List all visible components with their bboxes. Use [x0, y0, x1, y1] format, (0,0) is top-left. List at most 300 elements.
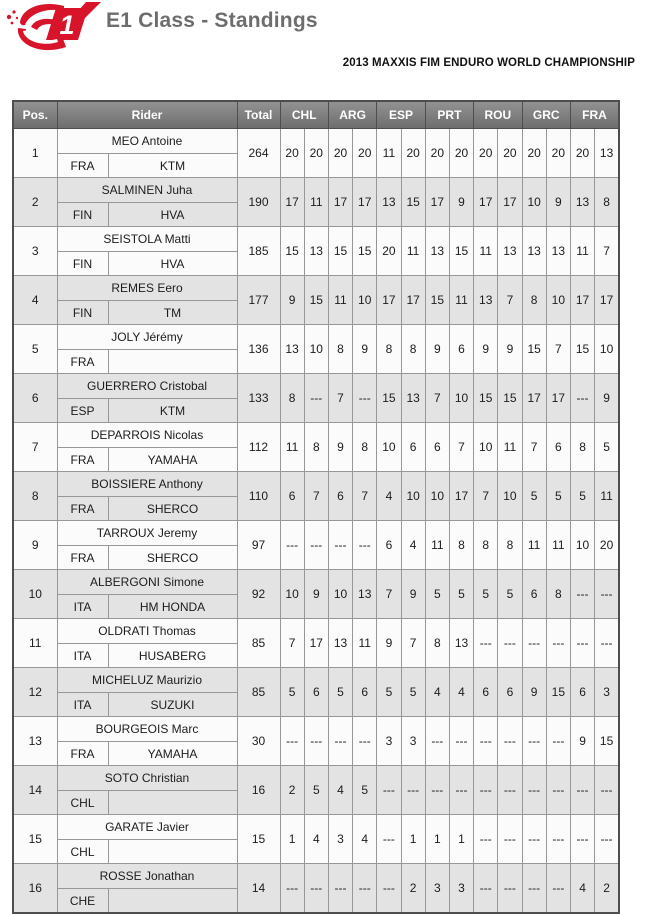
race-score-cell: 7 [449, 423, 473, 472]
race-score-cell: 9 [474, 325, 498, 374]
race-score-cell: 15 [570, 325, 594, 374]
race-score-cell: 20 [280, 129, 304, 178]
race-score-cell: 10 [401, 472, 425, 521]
race-score-cell: 17 [498, 178, 522, 227]
position-cell: 15 [13, 815, 57, 864]
race-score-cell: 7 [377, 570, 401, 619]
rider-row [13, 766, 619, 791]
race-score-cell: 10 [522, 178, 546, 227]
race-score-cell: 15 [474, 374, 498, 423]
race-score-cell: --- [280, 864, 304, 914]
rider-nation-cell: FIN [57, 301, 108, 325]
race-score-cell: --- [522, 766, 546, 815]
rider-team-cell: SHERCO [108, 497, 237, 521]
race-score-cell: 10 [570, 521, 594, 570]
race-score-cell: 3 [401, 717, 425, 766]
race-score-cell: 17 [401, 276, 425, 325]
race-score-cell: 4 [570, 864, 594, 914]
rider-nation-cell: CHE [57, 889, 108, 914]
race-score-cell: 11 [546, 521, 570, 570]
race-score-cell: 4 [425, 668, 449, 717]
race-score-cell: 7 [474, 472, 498, 521]
race-score-cell: 10 [474, 423, 498, 472]
race-score-cell: --- [522, 717, 546, 766]
race-score-cell: 13 [377, 178, 401, 227]
race-score-cell: 4 [377, 472, 401, 521]
race-score-cell: 5 [449, 570, 473, 619]
race-score-cell: 15 [425, 276, 449, 325]
race-score-cell: 17 [449, 472, 473, 521]
position-cell: 1 [13, 129, 57, 178]
total-points-cell: 112 [237, 423, 280, 472]
position-cell: 2 [13, 178, 57, 227]
race-score-cell: 8 [353, 423, 377, 472]
col-header-round-arg: ARG [328, 101, 376, 129]
race-score-cell: 10 [425, 472, 449, 521]
total-points-cell: 97 [237, 521, 280, 570]
race-score-cell: 4 [449, 668, 473, 717]
race-score-cell: 6 [328, 472, 352, 521]
total-points-cell: 177 [237, 276, 280, 325]
rider-team-cell [108, 889, 237, 914]
race-score-cell: 5 [474, 570, 498, 619]
race-score-cell: 20 [377, 227, 401, 276]
col-header-pos: Pos. [13, 101, 57, 129]
race-score-cell: 17 [280, 178, 304, 227]
race-score-cell: 5 [425, 570, 449, 619]
rider-name-cell: ROSSE Jonathan [57, 864, 237, 889]
race-score-cell: --- [353, 374, 377, 423]
position-cell: 9 [13, 521, 57, 570]
rider-nation-cell: FIN [57, 203, 108, 227]
race-score-cell: 10 [595, 325, 619, 374]
race-score-cell: 9 [280, 276, 304, 325]
race-score-cell: --- [570, 374, 594, 423]
col-header-round-chl: CHL [280, 101, 328, 129]
total-points-cell: 264 [237, 129, 280, 178]
race-score-cell: 9 [449, 178, 473, 227]
race-score-cell: 9 [304, 570, 328, 619]
race-score-cell: 15 [401, 178, 425, 227]
race-score-cell: 5 [401, 668, 425, 717]
rider-name-cell: MEO Antoine [57, 129, 237, 154]
race-score-cell: --- [377, 815, 401, 864]
race-score-cell: 3 [595, 668, 619, 717]
race-score-cell: 8 [546, 570, 570, 619]
rider-name-cell: DEPARROIS Nicolas [57, 423, 237, 448]
race-score-cell: 6 [280, 472, 304, 521]
race-score-cell: 13 [353, 570, 377, 619]
race-score-cell: 15 [522, 325, 546, 374]
race-score-cell: 17 [474, 178, 498, 227]
race-score-cell: 1 [449, 815, 473, 864]
total-points-cell: 85 [237, 668, 280, 717]
race-score-cell: --- [377, 766, 401, 815]
race-score-cell: --- [595, 619, 619, 668]
rider-name-cell: GARATE Javier [57, 815, 237, 840]
race-score-cell: 17 [425, 178, 449, 227]
position-cell: 13 [13, 717, 57, 766]
race-score-cell: 13 [546, 227, 570, 276]
race-score-cell: --- [595, 766, 619, 815]
race-score-cell: 13 [328, 619, 352, 668]
total-points-cell: 92 [237, 570, 280, 619]
race-score-cell: 4 [304, 815, 328, 864]
race-score-cell: 10 [304, 325, 328, 374]
race-score-cell: 20 [328, 129, 352, 178]
rider-nation-cell: FRA [57, 350, 108, 374]
race-score-cell: 7 [328, 374, 352, 423]
race-score-cell: 9 [546, 178, 570, 227]
race-score-cell: 13 [498, 227, 522, 276]
race-score-cell: 4 [328, 766, 352, 815]
rider-row [13, 619, 619, 644]
race-score-cell: --- [328, 864, 352, 914]
race-score-cell: 10 [280, 570, 304, 619]
race-score-cell: --- [474, 619, 498, 668]
total-points-cell: 16 [237, 766, 280, 815]
race-score-cell: --- [401, 766, 425, 815]
race-score-cell: 7 [353, 472, 377, 521]
rider-row [13, 521, 619, 546]
race-score-cell: 17 [304, 619, 328, 668]
rider-name-cell: SOTO Christian [57, 766, 237, 791]
race-score-cell: 8 [304, 423, 328, 472]
race-score-cell: 8 [570, 423, 594, 472]
race-score-cell: --- [304, 717, 328, 766]
race-score-cell: --- [522, 619, 546, 668]
race-score-cell: 7 [498, 276, 522, 325]
race-score-cell: 9 [328, 423, 352, 472]
race-score-cell: --- [570, 570, 594, 619]
rider-nation-cell: FRA [57, 448, 108, 472]
rider-name-cell: TARROUX Jeremy [57, 521, 237, 546]
race-score-cell: 17 [377, 276, 401, 325]
race-score-cell: 6 [353, 668, 377, 717]
race-score-cell: 9 [353, 325, 377, 374]
race-score-cell: 8 [498, 521, 522, 570]
rider-row [13, 815, 619, 840]
race-score-cell: 20 [570, 129, 594, 178]
race-score-cell: --- [546, 717, 570, 766]
col-header-rider: Rider [57, 101, 237, 129]
total-points-cell: 185 [237, 227, 280, 276]
race-score-cell: 8 [595, 178, 619, 227]
position-cell: 10 [13, 570, 57, 619]
rider-row [13, 864, 619, 889]
race-score-cell: --- [353, 717, 377, 766]
race-score-cell: 11 [498, 423, 522, 472]
race-score-cell: 13 [570, 178, 594, 227]
race-score-cell: 11 [595, 472, 619, 521]
rider-row [13, 570, 619, 595]
race-score-cell: --- [328, 717, 352, 766]
race-score-cell: 15 [595, 717, 619, 766]
header-row [13, 101, 619, 129]
race-score-cell: 3 [449, 864, 473, 914]
rider-team-cell: SUZUKI [108, 693, 237, 717]
position-cell: 16 [13, 864, 57, 914]
race-score-cell: --- [280, 717, 304, 766]
rider-nation-cell: CHL [57, 791, 108, 815]
race-score-cell: 6 [425, 423, 449, 472]
col-header-total: Total [237, 101, 280, 129]
race-score-cell: 17 [570, 276, 594, 325]
race-score-cell: 8 [280, 374, 304, 423]
race-score-cell: 7 [425, 374, 449, 423]
race-score-cell: 11 [474, 227, 498, 276]
race-score-cell: 9 [377, 619, 401, 668]
rider-name-cell: SEISTOLA Matti [57, 227, 237, 252]
race-score-cell: 20 [498, 129, 522, 178]
rider-team-cell: YAMAHA [108, 742, 237, 766]
race-score-cell: 20 [304, 129, 328, 178]
race-score-cell: 11 [304, 178, 328, 227]
rider-name-cell: JOLY Jérémy [57, 325, 237, 350]
race-score-cell: 13 [304, 227, 328, 276]
rider-nation-cell: ESP [57, 399, 108, 423]
race-score-cell: 3 [425, 864, 449, 914]
race-score-cell: 11 [328, 276, 352, 325]
col-header-round-grc: GRC [522, 101, 570, 129]
race-score-cell: --- [280, 521, 304, 570]
race-score-cell: 8 [328, 325, 352, 374]
race-score-cell: 20 [401, 129, 425, 178]
race-score-cell: 10 [546, 276, 570, 325]
race-score-cell: 11 [425, 521, 449, 570]
race-score-cell: 15 [498, 374, 522, 423]
rider-nation-cell: ITA [57, 595, 108, 619]
position-cell: 7 [13, 423, 57, 472]
race-score-cell: 13 [474, 276, 498, 325]
race-score-cell: 11 [449, 276, 473, 325]
race-score-cell: --- [474, 864, 498, 914]
race-score-cell: --- [425, 766, 449, 815]
race-score-cell: 5 [498, 570, 522, 619]
rider-row [13, 668, 619, 693]
race-score-cell: 3 [328, 815, 352, 864]
race-score-cell: 5 [280, 668, 304, 717]
race-score-cell: --- [546, 619, 570, 668]
rider-team-cell: HM HONDA [108, 595, 237, 619]
race-score-cell: 5 [546, 472, 570, 521]
race-score-cell: --- [546, 766, 570, 815]
race-score-cell: 7 [401, 619, 425, 668]
rider-team-cell [108, 791, 237, 815]
race-score-cell: 4 [401, 521, 425, 570]
race-score-cell: 5 [377, 668, 401, 717]
race-score-cell: --- [449, 766, 473, 815]
race-score-cell: 2 [401, 864, 425, 914]
race-score-cell: 5 [522, 472, 546, 521]
rider-name-cell: REMES Eero [57, 276, 237, 301]
rider-team-cell [108, 840, 237, 864]
race-score-cell: 2 [595, 864, 619, 914]
rider-name-cell: GUERRERO Cristobal [57, 374, 237, 399]
race-score-cell: 6 [498, 668, 522, 717]
race-score-cell: 10 [353, 276, 377, 325]
race-score-cell: 20 [546, 129, 570, 178]
race-score-cell: 17 [546, 374, 570, 423]
race-score-cell: --- [377, 864, 401, 914]
race-score-cell: 20 [449, 129, 473, 178]
race-score-cell: 8 [401, 325, 425, 374]
race-score-cell: 20 [353, 129, 377, 178]
race-score-cell: --- [498, 766, 522, 815]
race-score-cell: 11 [353, 619, 377, 668]
rider-name-cell: ALBERGONI Simone [57, 570, 237, 595]
col-header-round-esp: ESP [377, 101, 425, 129]
col-header-round-rou: ROU [474, 101, 522, 129]
race-score-cell: --- [498, 619, 522, 668]
race-score-cell: 11 [280, 423, 304, 472]
race-score-cell: 6 [570, 668, 594, 717]
race-score-cell: 3 [377, 717, 401, 766]
race-score-cell: --- [353, 521, 377, 570]
race-score-cell: --- [304, 374, 328, 423]
rider-nation-cell: FIN [57, 252, 108, 276]
page-title: E1 Class - Standings [106, 9, 318, 32]
rider-team-cell: YAMAHA [108, 448, 237, 472]
race-score-cell: 8 [522, 276, 546, 325]
rider-team-cell [108, 350, 237, 374]
race-score-cell: --- [498, 864, 522, 914]
race-score-cell: 9 [498, 325, 522, 374]
rider-row [13, 325, 619, 350]
total-points-cell: 30 [237, 717, 280, 766]
rider-nation-cell: CHL [57, 840, 108, 864]
race-score-cell: 11 [570, 227, 594, 276]
race-score-cell: 6 [377, 521, 401, 570]
rider-name-cell: MICHELUZ Maurizio [57, 668, 237, 693]
race-score-cell: 17 [353, 178, 377, 227]
rider-nation-cell: FRA [57, 742, 108, 766]
race-score-cell: 17 [595, 276, 619, 325]
rider-nation-cell: ITA [57, 693, 108, 717]
race-score-cell: 1 [425, 815, 449, 864]
rider-team-cell: KTM [108, 154, 237, 178]
rider-name-cell: BOISSIERE Anthony [57, 472, 237, 497]
race-score-cell: 7 [304, 472, 328, 521]
race-score-cell: --- [570, 766, 594, 815]
rider-nation-cell: FRA [57, 546, 108, 570]
position-cell: 8 [13, 472, 57, 521]
race-score-cell: 6 [401, 423, 425, 472]
race-score-cell: 10 [449, 374, 473, 423]
race-score-cell: 5 [595, 423, 619, 472]
race-score-cell: --- [570, 815, 594, 864]
position-cell: 14 [13, 766, 57, 815]
race-score-cell: 13 [425, 227, 449, 276]
race-score-cell: 15 [546, 668, 570, 717]
race-score-cell: 8 [425, 619, 449, 668]
rider-nation-cell: FRA [57, 497, 108, 521]
rider-row [13, 374, 619, 399]
race-score-cell: 17 [522, 374, 546, 423]
total-points-cell: 85 [237, 619, 280, 668]
race-score-cell: 15 [377, 374, 401, 423]
standings-table [12, 100, 620, 914]
race-score-cell: --- [304, 521, 328, 570]
rider-nation-cell: ITA [57, 644, 108, 668]
race-score-cell: --- [474, 717, 498, 766]
position-cell: 11 [13, 619, 57, 668]
race-score-cell: --- [522, 815, 546, 864]
race-score-cell: --- [304, 864, 328, 914]
race-score-cell: 7 [595, 227, 619, 276]
race-score-cell: 10 [328, 570, 352, 619]
total-points-cell: 133 [237, 374, 280, 423]
rider-row [13, 129, 619, 154]
race-score-cell: 15 [280, 227, 304, 276]
race-score-cell: 7 [522, 423, 546, 472]
race-score-cell: 7 [546, 325, 570, 374]
rider-team-cell: HVA [108, 252, 237, 276]
race-score-cell: 4 [353, 815, 377, 864]
position-cell: 4 [13, 276, 57, 325]
race-score-cell: 9 [522, 668, 546, 717]
race-score-cell: 5 [570, 472, 594, 521]
race-score-cell: 13 [522, 227, 546, 276]
total-points-cell: 136 [237, 325, 280, 374]
race-score-cell: --- [474, 815, 498, 864]
rider-row [13, 178, 619, 203]
race-score-cell: 13 [401, 374, 425, 423]
race-score-cell: 6 [304, 668, 328, 717]
race-score-cell: 15 [353, 227, 377, 276]
race-score-cell: 11 [377, 129, 401, 178]
total-points-cell: 190 [237, 178, 280, 227]
race-score-cell: --- [498, 815, 522, 864]
race-score-cell: 9 [595, 374, 619, 423]
race-score-cell: 9 [401, 570, 425, 619]
rider-name-cell: BOURGEOIS Marc [57, 717, 237, 742]
race-score-cell: 13 [595, 129, 619, 178]
race-score-cell: --- [425, 717, 449, 766]
race-score-cell: 2 [280, 766, 304, 815]
race-score-cell: 9 [425, 325, 449, 374]
race-score-cell: --- [595, 815, 619, 864]
race-score-cell: 15 [328, 227, 352, 276]
rider-row [13, 423, 619, 448]
race-score-cell: 8 [377, 325, 401, 374]
race-score-cell: 1 [280, 815, 304, 864]
rider-row [13, 276, 619, 301]
race-score-cell: 6 [546, 423, 570, 472]
race-score-cell: --- [595, 570, 619, 619]
standings-table-head [13, 101, 619, 129]
rider-nation-cell: FRA [57, 154, 108, 178]
race-score-cell: 9 [570, 717, 594, 766]
rider-row [13, 472, 619, 497]
race-score-cell: 10 [377, 423, 401, 472]
logo-number: 1 [59, 10, 75, 40]
total-points-cell: 14 [237, 864, 280, 914]
total-points-cell: 15 [237, 815, 280, 864]
race-score-cell: --- [353, 864, 377, 914]
position-cell: 12 [13, 668, 57, 717]
race-score-cell: --- [449, 717, 473, 766]
race-score-cell: 8 [449, 521, 473, 570]
total-points-cell: 110 [237, 472, 280, 521]
race-score-cell: 13 [449, 619, 473, 668]
race-score-cell: 6 [522, 570, 546, 619]
standings-table-body [13, 129, 619, 914]
rider-row [13, 227, 619, 252]
race-score-cell: 5 [328, 668, 352, 717]
race-score-cell: 11 [522, 521, 546, 570]
position-cell: 3 [13, 227, 57, 276]
